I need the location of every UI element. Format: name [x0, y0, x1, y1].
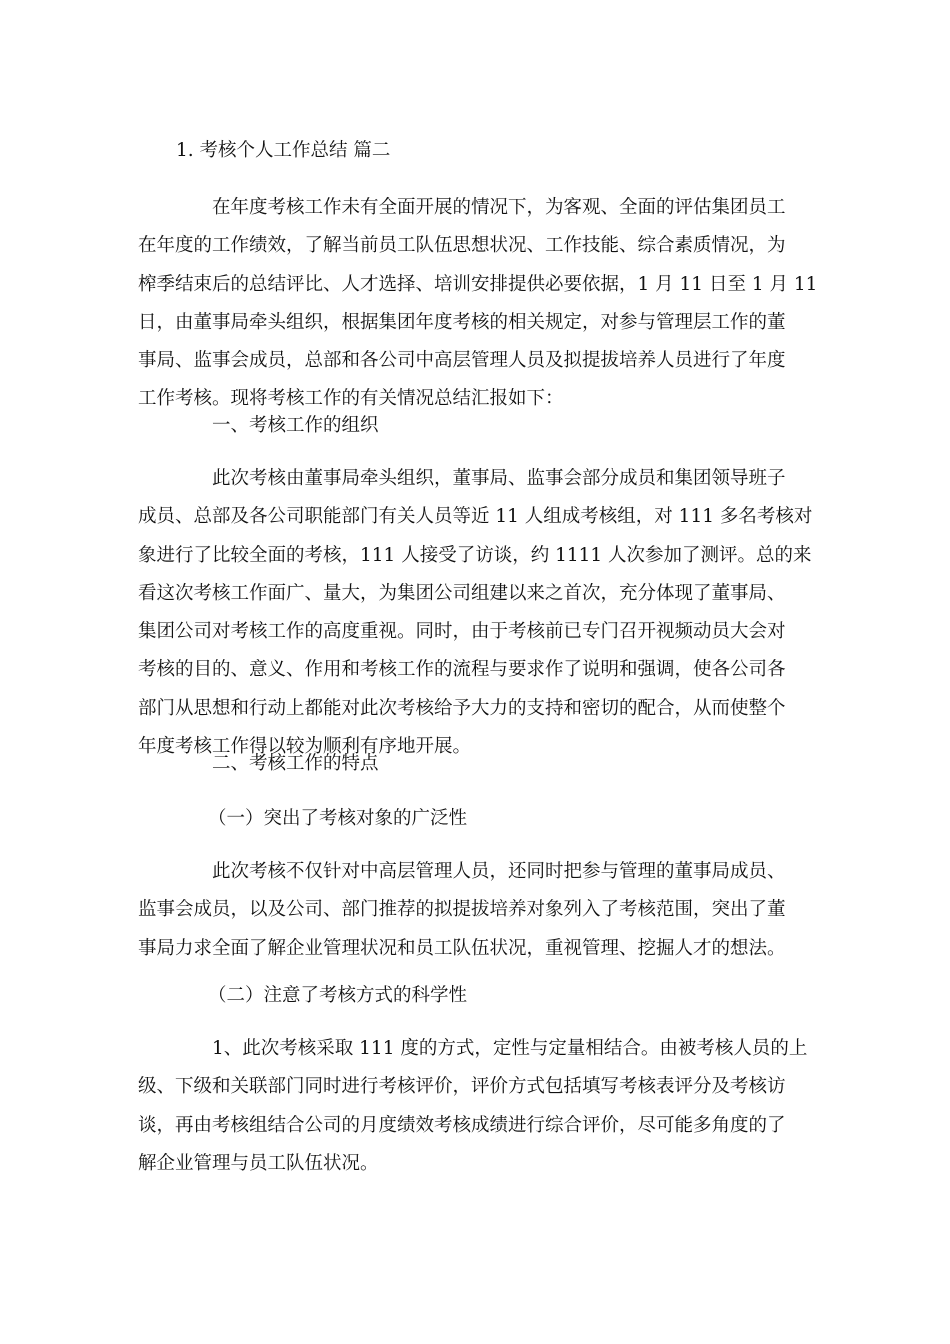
paragraph-line: 此次考核由董事局牵头组织，董事局、监事会部分成员和集团领导班子: [212, 468, 786, 489]
paragraph-line: 此次考核不仅针对中高层管理人员，还同时把参与管理的董事局成员、: [212, 861, 786, 882]
paragraph-line: 部门从思想和行动上都能对此次考核给予大力的支持和密切的配合，从而使整个: [138, 697, 786, 719]
paragraph-line: 集团公司对考核工作的高度重视。同时，由于考核前已专门召开视频动员大会对: [138, 621, 786, 643]
paragraph-line: 级、下级和关联部门同时进行考核评价，评价方式包括填写考核表评分及考核访: [138, 1076, 786, 1098]
paragraph-method: [138, 1030, 814, 1183]
paragraph-line: 1、此次考核采取 111 度的方式，定性与定量相结合。由被考核人员的上: [212, 1038, 808, 1059]
paragraph-line: 事局力求全面了解企业管理状况和员工队伍状况，重视管理、挖掘人才的想法。: [138, 937, 786, 959]
paragraph-line: 解企业管理与员工队伍状况。: [138, 1152, 379, 1174]
paragraph-line: 榨季结束后的总结评比、人才选择、培训安排提供必要依据，1 月 11 日至 1 月 11: [138, 273, 818, 295]
paragraph-line: 在年度考核工作未有全面开展的情况下，为客观、全面的评估集团员工: [212, 197, 786, 218]
paragraph-line: 成员、总部及各公司职能部门有关人员等近 11 人组成考核组，对 111 多名考核对: [138, 506, 813, 528]
paragraph-intro: [138, 189, 818, 419]
subheading-breadth: （一）突出了考核对象的广泛性: [208, 808, 468, 829]
section-heading-organization: 一、考核工作的组织: [212, 415, 379, 436]
paragraph-line: 年度考核工作得以较为顺利有序地开展。: [138, 736, 472, 758]
subheading-method: （二）注意了考核方式的科学性: [208, 985, 468, 1006]
paragraph-line: 工作考核。现将考核工作的有关情况总结汇报如下：: [138, 388, 564, 410]
paragraph-organization: [138, 460, 814, 766]
paragraph-line: 考核的目的、意义、作用和考核工作的流程与要求作了说明和强调，使各公司各: [138, 659, 786, 681]
paragraph-line: 日，由董事局牵头组织，根据集团年度考核的相关规定，对参与管理层工作的董: [138, 311, 786, 333]
paragraph-line: 在年度的工作绩效，了解当前员工队伍思想状况、工作技能、综合素质情况，为: [138, 235, 786, 257]
section-heading-features: 二、考核工作的特点: [212, 753, 379, 774]
paragraph-breadth: [138, 853, 814, 968]
paragraph-line: 事局、监事会成员，总部和各公司中高层管理人员及拟提拔培养人员进行了年度: [138, 350, 786, 372]
paragraph-line: 谈，再由考核组结合公司的月度绩效考核成绩进行综合评价，尽可能多角度的了: [138, 1114, 786, 1136]
paragraph-line: 象进行了比较全面的考核，111 人接受了访谈，约 1111 人次参加了测评。总的来: [138, 544, 812, 566]
paragraph-line: 监事会成员，以及公司、部门推荐的拟提拔培养对象列入了考核范围，突出了董: [138, 899, 786, 921]
paragraph-line: 看这次考核工作面广、量大，为集团公司组建以来之首次，充分体现了董事局、: [138, 582, 786, 604]
document-title: 1. 考核个人工作总结 篇二: [176, 140, 391, 161]
